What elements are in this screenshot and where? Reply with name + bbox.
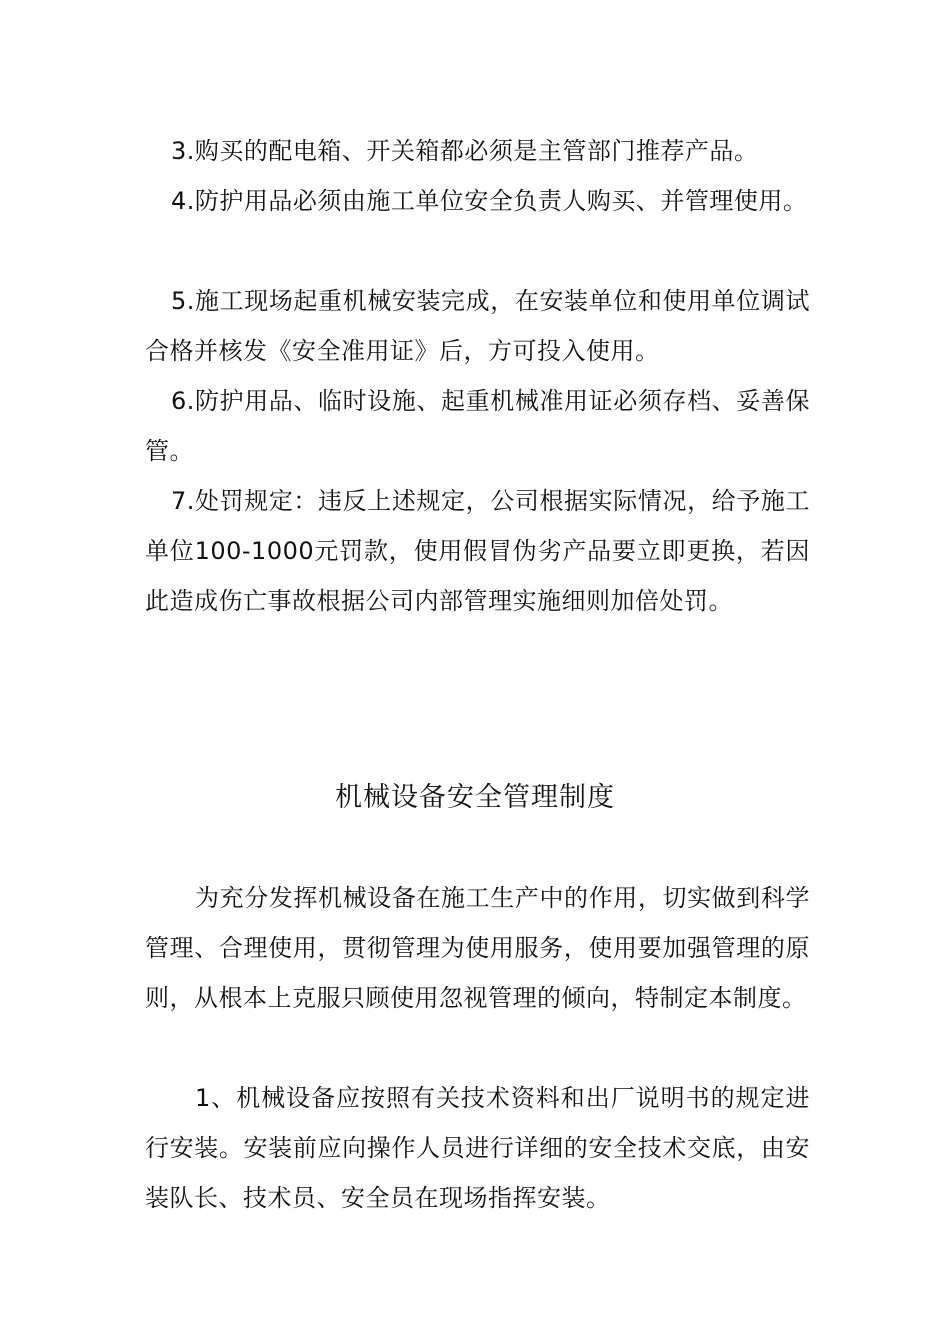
rule-paragraph-1: 1、机械设备应按照有关技术资料和出厂说明书的规定进行安装。安装前应向操作人员进行详细的安全技术交底，由安装队长、技术员、安全员在现场指挥安装。 xyxy=(145,1084,810,1212)
rule-item-3: 3.购买的配电箱、开关箱都必须是主管部门推荐产品。 xyxy=(171,137,759,165)
intro-paragraph: 为充分发挥机械设备在施工生产中的作用，切实做到科学管理、合理使用，贯彻管理为使用服务，使用要加强管理的原则，从根本上克服只顾使用忽视管理的倾向，特制定本制度。 xyxy=(145,884,810,1012)
section-title: 机械设备安全管理制度 xyxy=(335,782,615,813)
rule-item-5: 5.施工现场起重机械安装完成，在安装单位和使用单位调试合格并核发《安全准用证》后，方可投入使用。 xyxy=(145,287,810,365)
rule-item-7: 7.处罚规定：违反上述规定，公司根据实际情况，给予施工单位100-1000元罚款，使用假冒伪劣产品要立即更换，若因此造成伤亡事故根据公司内部管理实施细则加倍处罚。 xyxy=(145,487,810,615)
rule-item-4: 4.防护用品必须由施工单位安全负责人购买、并管理使用。 xyxy=(171,187,808,215)
rule-item-6: 6.防护用品、临时设施、起重机械准用证必须存档、妥善保管。 xyxy=(145,387,810,465)
